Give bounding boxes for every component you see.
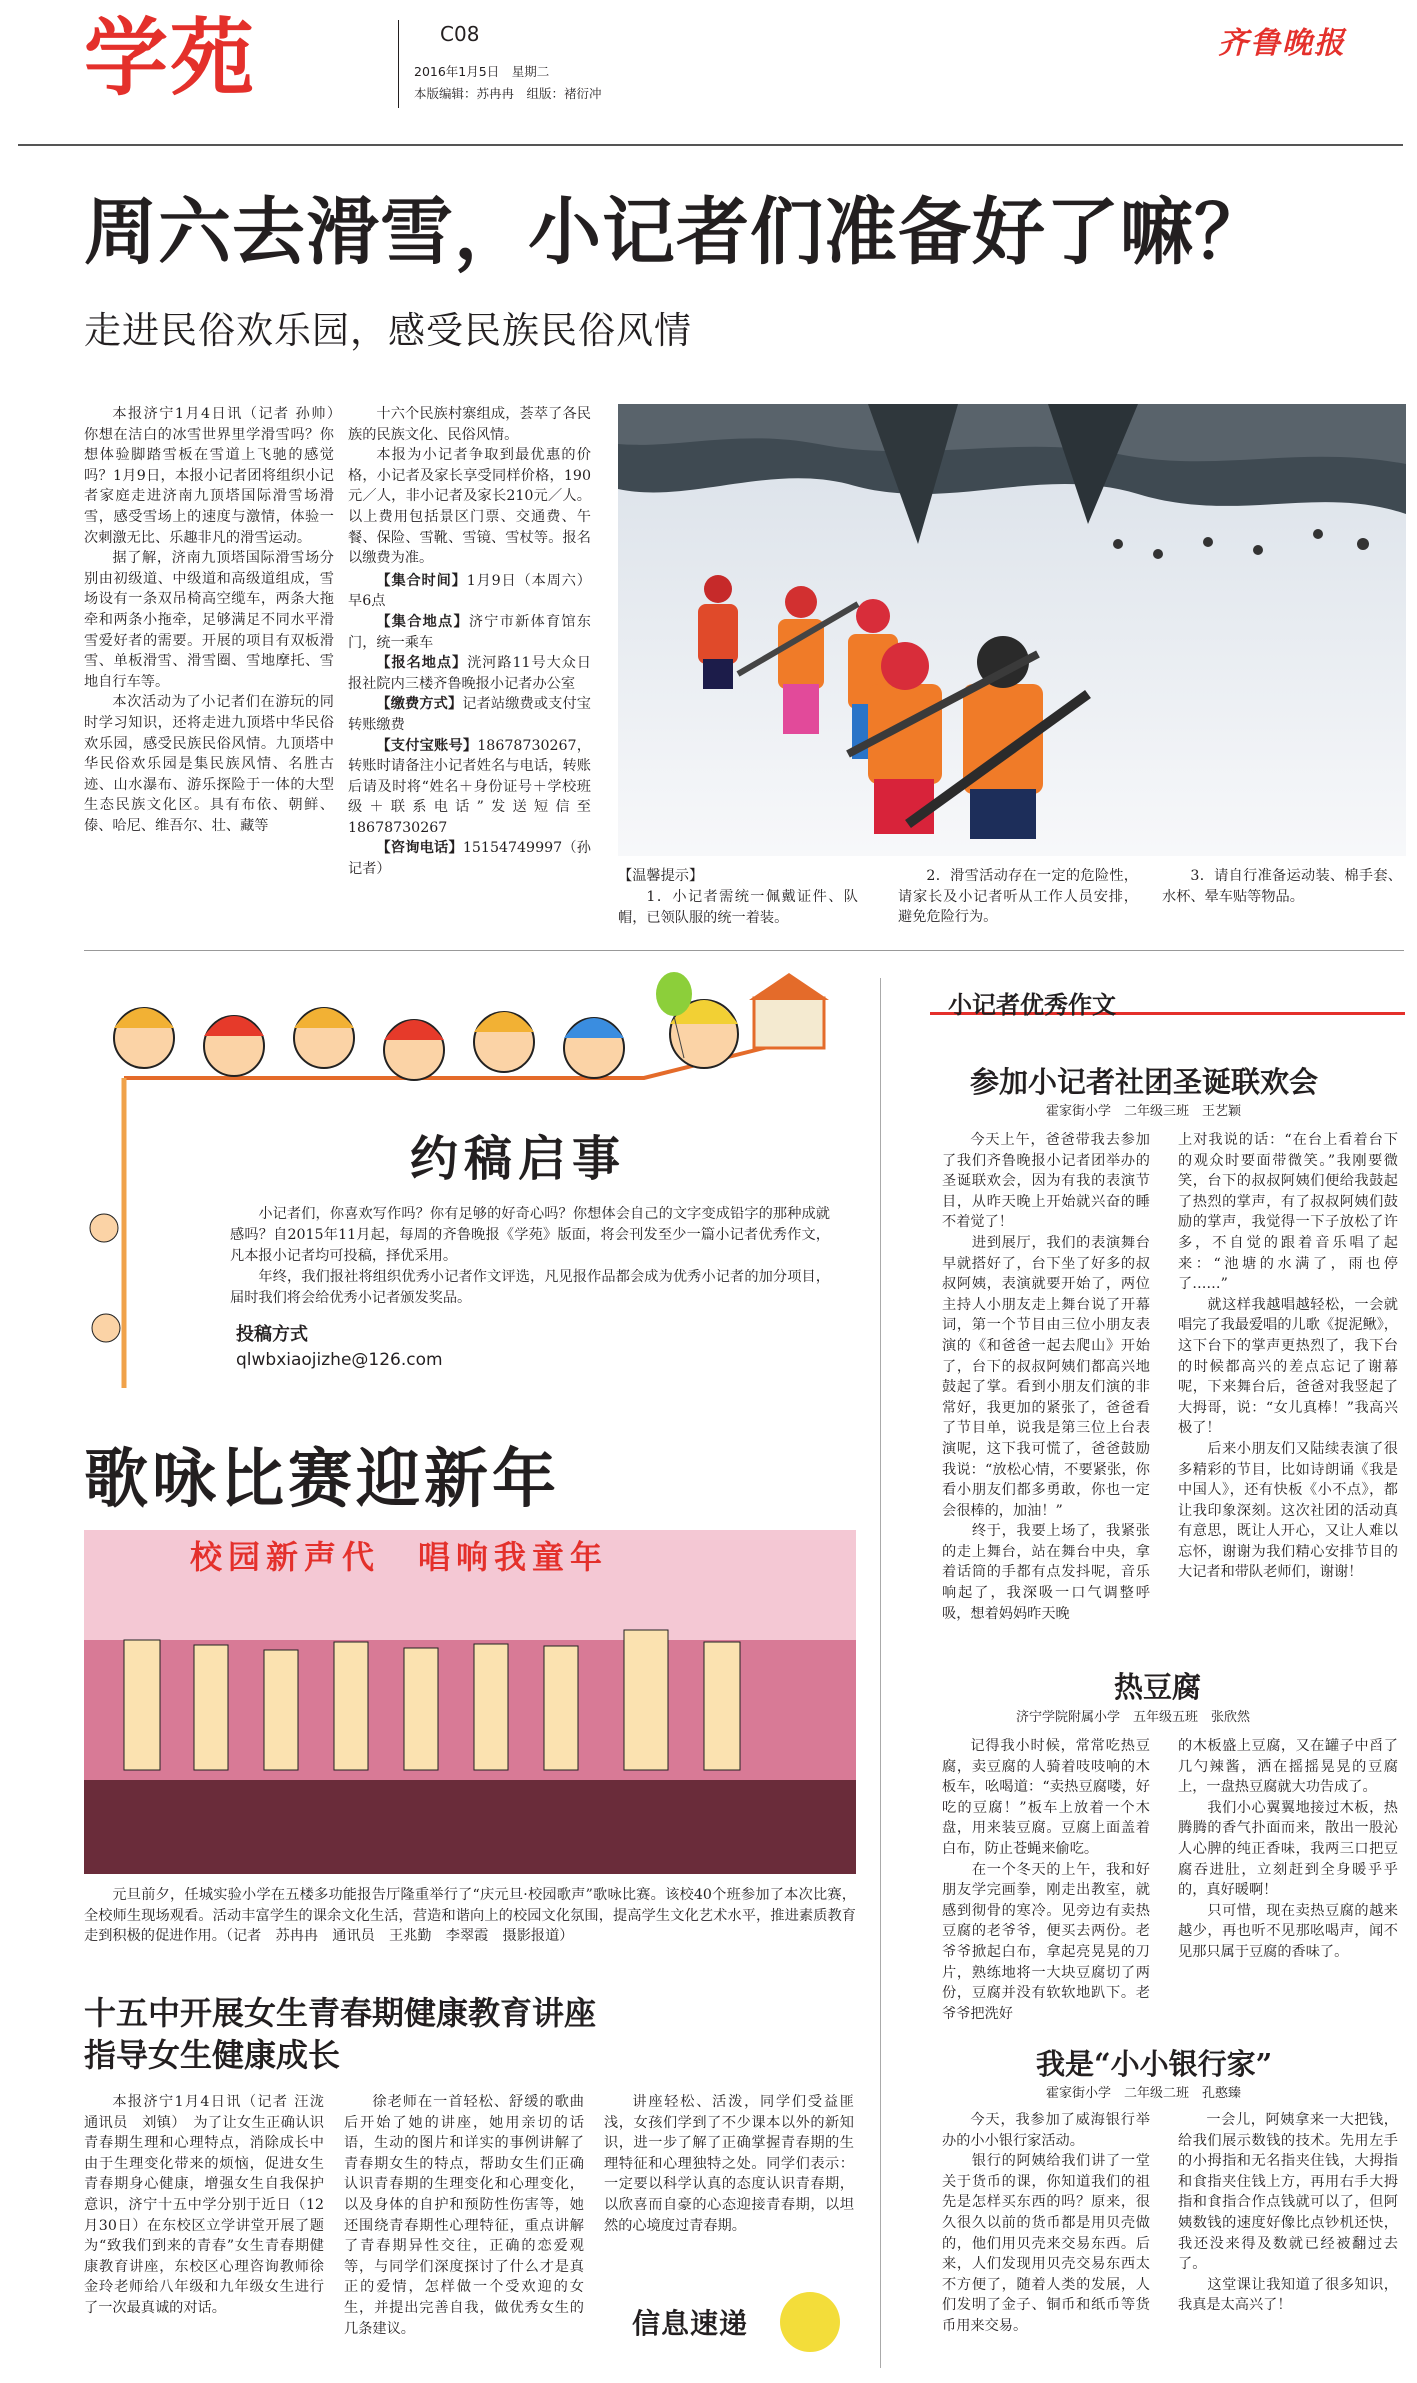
header-divider bbox=[398, 20, 399, 108]
info-line bbox=[348, 653, 591, 694]
cartoon-kid-icon bbox=[294, 1008, 354, 1068]
essay1-right: 上对我说的话：“在台上看着台下的观众时要面带微笑。”我刚要微笑，台下的叔叔阿姨们便给我鼓起了热烈的掌声，有了叔叔阿姨们鼓励的掌声，我觉得一下子放松了许多，不自觉的跟着音乐唱了起来：“池塘的水满了，雨也停了……” 就这样我越唱越轻松，一会就唱完了我最爱唱的儿歌《捉泥鳅》，这下台下的掌声更热烈了，我下台的时候都高兴的差点忘记了谢幕呢，下来舞台后，爸爸对我竖起了大拇哥，说：“女儿真棒！”我高兴极了！ 后来小朋友们又陆续表演了很多精彩的节目，比如诗朗诵《我是中国人》，还有快板《小不点》，都让我印象深刻。这次社团的活动真有意思，既让人开心，又让人难以忘怀，谢谢为我们精心安排节目的大记者和带队老师们，谢谢！ bbox=[1178, 1132, 1398, 1581]
info-line bbox=[348, 571, 591, 612]
essay1-byline: 霍家街小学 二年级三班 王艺颖 bbox=[1046, 1104, 1242, 1119]
notice-text bbox=[230, 1204, 830, 1309]
lead-paragraph: 本报为小记者争取到最优惠的价格，小记者及家长享受同样价格，190元／人，非小记者及家长210元／人。以上费用包括景区门票、交通费、午餐、保险、雪靴、雪镜、雪杖等。报名以缴费为准。 bbox=[348, 447, 591, 567]
issue-date: 2016年1月5日 星期二 bbox=[414, 64, 550, 79]
essay3-byline: 霍家街小学 二年级二班 孔憨臻 bbox=[1046, 2086, 1242, 2101]
singing-headline: 歌咏比赛迎新年 bbox=[84, 1442, 560, 1517]
essay2-title: 热豆腐 bbox=[1114, 1670, 1202, 1704]
info-value: 18678730267，转账时请备注小记者姓名与电话，转账后请及时将“姓名＋身份证号＋学校班级＋联系电话”发送短信至18678730267 bbox=[348, 737, 591, 836]
cartoon-kid-icon bbox=[384, 1020, 444, 1080]
column-divider bbox=[880, 978, 881, 2368]
newspaper-logo: 齐鲁晚报 bbox=[1218, 26, 1346, 61]
lecture-subheadline: 指导女生健康成长 bbox=[84, 2036, 341, 2074]
news-brief-arrow-icon bbox=[780, 2292, 840, 2352]
notice-title: 约稿启事 bbox=[410, 1131, 627, 1187]
info-key: 【集合时间】 bbox=[376, 572, 467, 589]
notice-paragraph: 小记者们，你喜欢写作吗？你有足够的好奇心吗？你想体会自己的文字变成铅字的那种成就感吗？自2015年11月起，每周的齐鲁晚报《学苑》版面，将会刊发至少一篇小记者优秀作文，凡本报小记者均可投稿，择优采用。 bbox=[230, 1206, 830, 1264]
info-value: 15154749997（孙记者） bbox=[348, 840, 591, 878]
essay2-byline: 济宁学院附属小学 五年级五班 张欣然 bbox=[1016, 1710, 1251, 1725]
info-line bbox=[348, 838, 591, 879]
essay2-left: 记得我小时候，常常吃热豆腐，卖豆腐的人骑着吱吱响的木板车，吆喝道：“卖热豆腐喽，好吃的豆腐！”板车上放着一个木盘，用来装豆腐。豆腐上面盖着白布，防止苍蝇来偷吃。 在一个冬天的上午，我和好朋友学完画拳，刚走出教室，就感到彻骨的寒冷。见旁边有卖热豆腐的老爷爷，便买去两份。老爷爷掀起白布，拿起亮晃晃的刀片，熟练地将一大块豆腐切了两份，豆腐并没有软软地趴下。老爷爷把洗好 bbox=[942, 1738, 1150, 2022]
lead-column-1 bbox=[84, 404, 349, 836]
info-line bbox=[348, 736, 591, 839]
notice-paragraph: 年终，我们报社将组织优秀小记者作文评选，凡见报作品都会成为优秀小记者的加分项目，届时我们将会给优秀小记者颁发奖品。 bbox=[230, 1269, 830, 1306]
info-value: 记者站缴费或支付宝转账缴费 bbox=[348, 696, 591, 733]
skiing-illustration bbox=[618, 404, 1406, 856]
lead-column-2 bbox=[348, 404, 591, 880]
essays-column-banner bbox=[930, 985, 1405, 1019]
lecture-column-3: 讲座轻松、活泼，同学们受益匪浅，女孩们学到了不少课本以外的新知识，进一步了解了正确掌握青春期的生理特征和心理独特之处。同学们表示：一定要以科学认真的态度认识青春期，以欣喜而自豪的心态迎接青春期，以坦然的心境度过青春期。 bbox=[604, 2094, 854, 2234]
essay1-left: 今天上午，爸爸带我去参加了我们齐鲁晚报小记者团举办的圣诞联欢会，因为有我的表演节目，从昨天晚上开始就兴奋的睡不着觉了！ 进到展厅，我们的表演舞台早就搭好了，台下坐了好多的叔叔阿姨，表演就要开始了，两位主持人小朋友走上舞台说了开幕词，第一个节目由三位小朋友表演的《和爸爸一起去爬山》开始了，台下的叔叔阿姨们都高兴地鼓起了掌。看到小朋友们演的非常好，我更加的紧张了，爸爸看了节目单，说我是第三位上台表演呢，这下我可慌了，爸爸鼓励我说：“放松心情，不要紧张，你看小朋友们都多勇敢，你也一定会很棒的，加油！” 终于，我要上场了，我紧张的走上舞台，站在舞台中央，拿着话筒的手都有点发抖呢，音乐响起了，我深吸一口气调整呼吸，想着妈妈昨天晚 bbox=[942, 1132, 1150, 1622]
lead-subheadline: 走进民俗欢乐园，感受民族民俗风情 bbox=[84, 309, 692, 352]
info-key: 【缴费方式】 bbox=[376, 696, 463, 713]
singing-banner: 校园新声代 唱响我童年 bbox=[190, 1538, 609, 1576]
info-line bbox=[348, 694, 591, 735]
cartoon-kid-icon bbox=[204, 1016, 264, 1076]
info-key: 【报名地点】 bbox=[376, 655, 468, 672]
stage-illustration bbox=[84, 1530, 856, 1874]
lead-headline: 周六去滑雪，小记者们准备好了嘛？ bbox=[84, 189, 1268, 275]
info-value: 洸河路11号大众日报社院内三楼齐鲁晚报小记者办公室 bbox=[348, 655, 591, 692]
info-key: 【支付宝账号】 bbox=[376, 737, 478, 754]
tip-2: 2．滑雪活动存在一定的危险性，请家长及小记者听从工作人员安排，避免危险行为。 bbox=[898, 868, 1138, 926]
lead-paragraph: 十六个民族村寨组成，荟萃了各民族的民族文化、民俗风情。 bbox=[348, 406, 591, 443]
page-number: C08 bbox=[440, 22, 480, 46]
essay3-left: 今天，我参加了威海银行举办的小小银行家活动。 银行的阿姨给我们讲了一堂关于货币的课，你知道我们的祖先是怎样买东西的吗？原来，很久很久以前的货币都是用贝壳做的，他们用贝壳来交易东西。后来，人们发现用贝壳交易东西太不方便了，随着人类的发展，人们发明了金子、铜币和纸币等货币用来交易。 bbox=[942, 2112, 1150, 2334]
news-brief-badge: 信息速递 bbox=[632, 2307, 749, 2340]
skiing-children-photo bbox=[618, 404, 1406, 856]
lecture-column-2: 徐老师在一首轻松、舒缓的歌曲后开始了她的讲座，她用亲切的话语，生动的图片和详实的事例讲解了青春期女生的特点，帮助女生们正确认识青春期的生理变化和心理变化，以及身体的自护和预防性伤害等，她还围绕青春期性心理特征，重点讲解了青春期异性交往，正确的恋爱观等，与同学们深度探讨了什么才是真正的爱情，怎样做一个受欢迎的女生，并提出完善自我，做优秀女生的几条建议。 bbox=[344, 2094, 584, 2337]
cartoon-kid-icon bbox=[114, 1008, 174, 1068]
info-value: 1月9日（本周六）早6点 bbox=[348, 572, 591, 610]
notice-method-label: 投稿方式 bbox=[236, 1324, 308, 1345]
lead-paragraph: 本次活动为了小记者们在游玩的同时学习知识，还将走进九顶塔中华民俗欢乐园，感受民族民俗风情。九顶塔中华民俗欢乐园是集民族风情、名胜古迹、山水瀑布、游乐探险于一体的大型生态民族文化区。具有布依、朝鲜、傣、哈尼、维吾尔、壮、藏等 bbox=[84, 694, 334, 834]
info-key: 【集合地点】 bbox=[376, 613, 469, 630]
tip-title: 【温馨提示】 bbox=[618, 868, 704, 884]
essay3-right: 一会儿，阿姨拿来一大把钱，给我们展示数钱的技术。先用左手的小拇指和无名指夹住钱，大拇指和食指夹住钱上方，再用右手大拇指和食指合作点钱就可以了，但阿姨数钱的速度好像比点钞机还快，我还没来得及数就已经被翻过去了。 这堂课让我知道了很多知识，我真是太高兴了！ bbox=[1178, 2112, 1398, 2314]
info-line bbox=[348, 612, 591, 653]
lead-paragraph: 本报济宁1月4日讯（记者 孙帅） 你想在洁白的冰雪世界里学滑雪吗？你想体验脚踏雪板在雪道上飞驰的感觉吗？1月9日，本报小记者团将组织小记者家庭走进济南九顶塔国际滑雪场滑雪，感受雪场上的速度与激情，体验一次刺激无比、乐趣非凡的滑雪运动。 bbox=[84, 406, 349, 546]
section-masthead: 学苑 bbox=[84, 9, 257, 107]
info-value: 济宁市新体育馆东门，统一乘车 bbox=[348, 613, 591, 651]
essay3-title: 我是“小小银行家” bbox=[1036, 2047, 1273, 2081]
section-rule bbox=[84, 950, 1404, 951]
tip-1: 1．小记者需统一佩戴证件、队帽，已领队服的统一着装。 bbox=[618, 889, 858, 926]
lecture-headline: 十五中开展女生青春期健康教育讲座 bbox=[84, 1994, 597, 2032]
essay2-right: 的木板盛上豆腐，又在罐子中舀了几勺辣酱，洒在摇摇晃晃的豆腐上，一盘热豆腐就大功告成了。 我们小心翼翼地接过木板，热腾腾的香气扑面而来，散出一股沁人心脾的纯正香味，我两三口把豆腐吞进肚，立刻赶到全身暖乎乎的，真好暖啊！ 只可惜，现在卖热豆腐的越来越少，再也听不见那吆喝声，闻不见那只属于豆腐的香味了。 bbox=[1178, 1738, 1398, 1960]
essay1-title: 参加小记者社团圣诞联欢会 bbox=[970, 1065, 1319, 1099]
header-rule bbox=[18, 144, 1403, 146]
editor-credits: 本版编辑：苏冉冉 组版：褚衍冲 bbox=[414, 86, 602, 101]
kite-house-icon bbox=[749, 973, 829, 1048]
essays-column-title: 小记者优秀作文 bbox=[948, 991, 1116, 1019]
lecture-column-1: 本报济宁1月4日讯（记者 汪泷 通讯员 刘镇） 为了让女生正确认识青春期生理和心理特点，消除成长中由于生理变化带来的烦恼，促进女生青春期身心健康，增强女生自我保护意识，济宁十五中学分别于近日（12月30日）在东校区立学讲堂开展了题为“致我们到来的青春”女生青春期健康教育讲座，东校区心理咨询教师徐金玲老师给八年级和九年级女生进行了一次最真诚的对话。 bbox=[84, 2094, 339, 2316]
cartoon-kid-icon bbox=[564, 1018, 624, 1078]
cartoon-kid-icon bbox=[474, 1012, 534, 1072]
singing-contest-photo bbox=[84, 1530, 856, 1874]
notice-email: qlwbxiaojizhe@126.com bbox=[236, 1350, 443, 1370]
info-key: 【咨询电话】 bbox=[376, 840, 463, 857]
singing-caption: 元旦前夕，任城实验小学在五楼多功能报告厅隆重举行了“庆元旦·校园歌声”歌咏比赛。该校40个班参加了本次比赛，全校师生现场观看。活动丰富学生的课余文化生活，营造和谐向上的校园文化氛围，提高学生文化艺术水平，推进素质教育走到积极的促进作用。（记者 苏冉冉 通讯员 王兆勤 李翠霞 摄影报道） bbox=[84, 1887, 856, 1945]
tip-3: 3．请自行准备运动装、棉手套、水杯、晕车贴等物品。 bbox=[1162, 868, 1402, 905]
lead-paragraph: 据了解，济南九顶塔国际滑雪场分别由初级道、中级道和高级道组成，雪场设有一条双吊椅高空缆车，两条大拖牵和两条小拖牵，足够满足不同水平滑雪爱好者的需要。开展的项目有双板滑雪、单板滑雪、滑雪圈、雪地摩托、雪地自行车等。 bbox=[84, 550, 334, 690]
